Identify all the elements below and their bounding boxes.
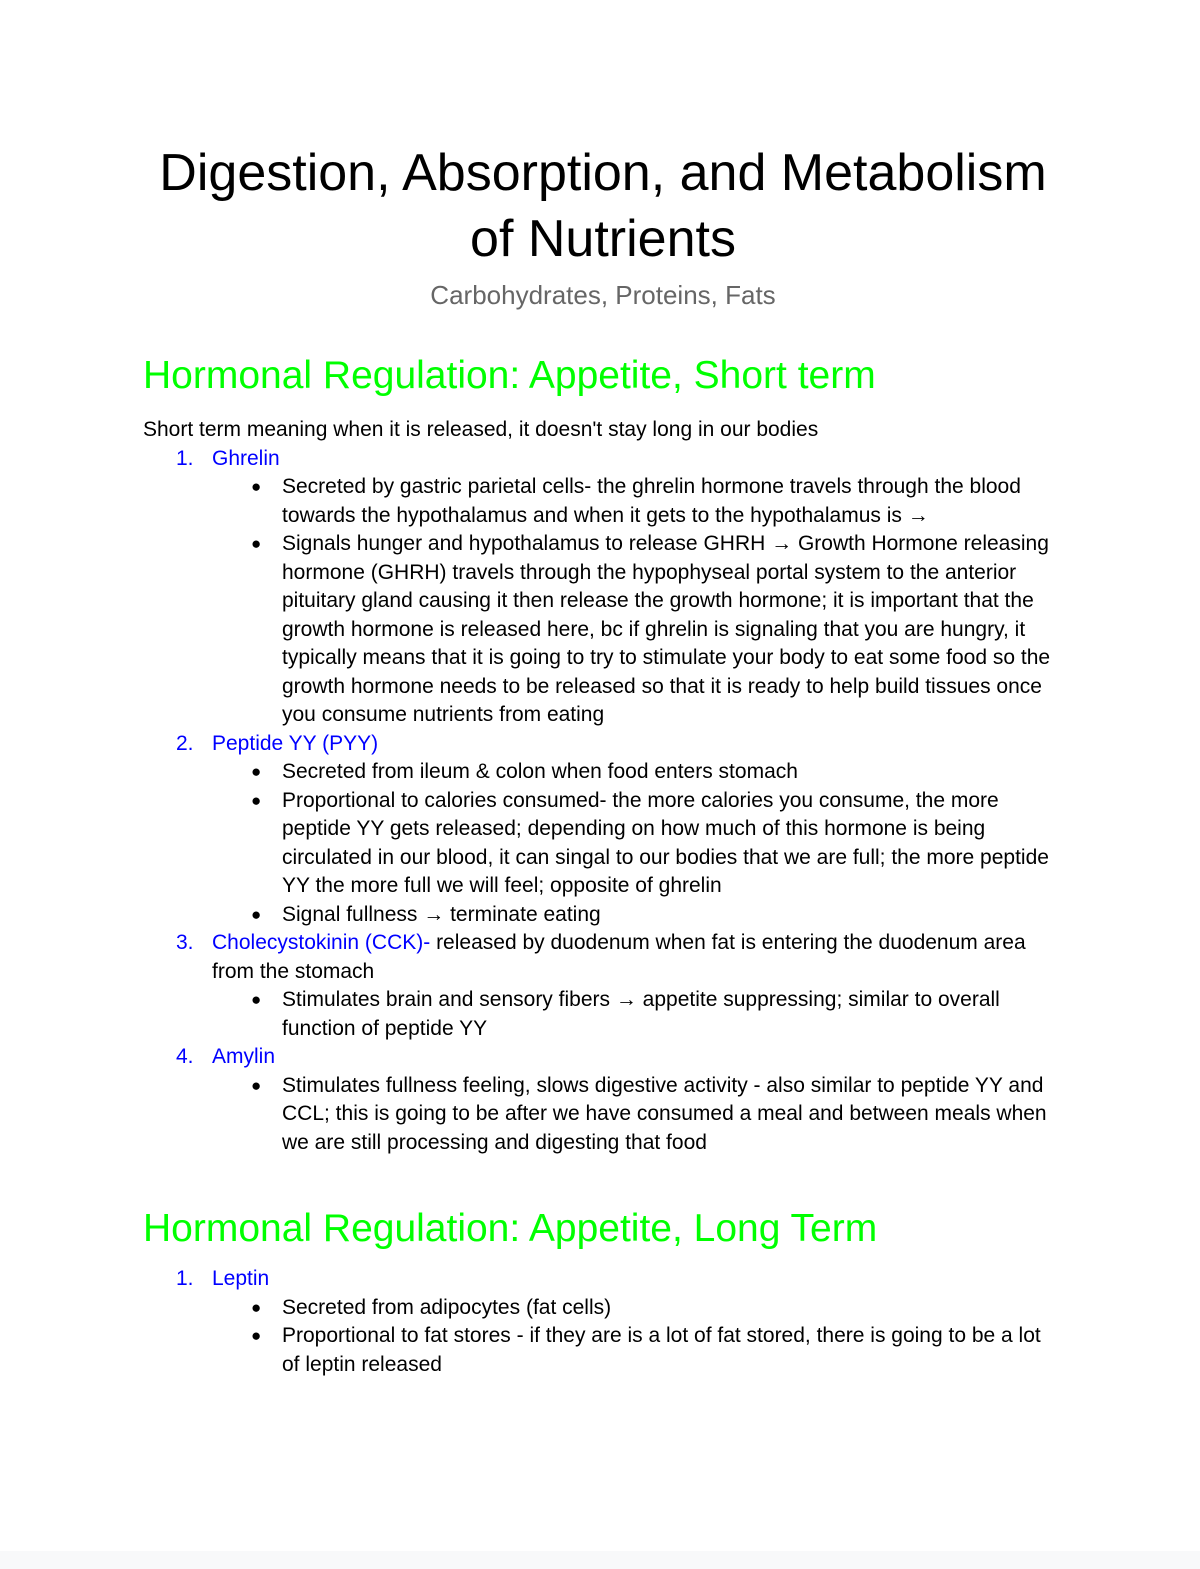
bullet-text: Stimulates fullness feeling, slows digestive activity - also similar to peptide YY and CCL; this is going to be after we have consumed a meal and between meals when we are still processing and digesting that food: [282, 1073, 1047, 1154]
bullet-item: [212, 901, 1063, 930]
page-bottom-edge: [0, 1551, 1200, 1569]
hormone-name: Amylin: [212, 1045, 276, 1068]
section-long-term: [143, 1205, 1063, 1379]
list-number: 1.: [176, 446, 194, 470]
section-short-term: [143, 352, 1063, 1157]
bullet-item: [212, 530, 1063, 730]
bullet-item: [212, 986, 1063, 1043]
hormone-name: Leptin: [212, 1267, 270, 1290]
bullet-text: Secreted from ileum & colon when food enters stomach: [282, 760, 798, 783]
bullet-dot-icon: ●: [251, 762, 262, 781]
bullet-text: Proportional to calories consumed- the more calories you consume, the more peptide YY gets released; depending on how much of this hormone is being circulated in our blood, it can singal to our bodies that we are full; the more peptide YY the more full we will feel; opposite of ghrelin: [282, 788, 1049, 897]
bullet-text: Secreted from adipocytes (fat cells): [282, 1295, 612, 1319]
list-item-amylin: [143, 1043, 1063, 1157]
document-subtitle: Carbohydrates, Proteins, Fats: [430, 280, 776, 310]
section-heading: Hormonal Regulation: Appetite, Short term: [143, 354, 876, 397]
section-intro: Short term meaning when it is released, it doesn't stay long in our bodies: [143, 418, 819, 441]
hormone-name: Cholecystokinin (CCK)-: [212, 931, 431, 954]
hormone-name: Ghrelin: [212, 446, 280, 470]
bullet-item: [212, 787, 1063, 901]
bullet-dot-icon: ●: [251, 790, 262, 810]
document-page: [143, 140, 1063, 1379]
hormone-description: released by duodenum when fat is entering the duodenum area from the stomach: [212, 931, 1026, 983]
bullet-dot-icon: ●: [251, 990, 262, 1009]
section-heading: Hormonal Regulation: Appetite, Long Term: [143, 1207, 878, 1250]
bullet-dot-icon: ●: [251, 534, 262, 553]
hormone-name: Peptide YY (PYY): [212, 731, 379, 755]
bullet-item: [212, 758, 1063, 787]
bullet-dot-icon: ●: [251, 1075, 262, 1095]
bullet-text: Signals hunger and hypothalamus to release GHRH → Growth Hormone releasing hormone (GHRH) travels through the hypophyseal portal system to the anterior pituitary gland causing it then release the growth hormone; it is important that the growth hormone is released here, bc if ghrelin is signaling that you are hungry, it typically means that it is going to try to stimulate your body to eat some food so the growth hormone needs to be released so that it is ready to help build tissues once you consume nutrients from eating: [282, 532, 1051, 726]
bullet-dot-icon: ●: [251, 1297, 262, 1317]
bullet-dot-icon: ●: [251, 477, 262, 496]
list-item-leptin: [143, 1265, 1063, 1379]
bullet-item: [212, 1322, 1063, 1379]
bullet-list: [212, 758, 1063, 929]
bullet-list: [212, 1072, 1063, 1158]
bullet-text: Stimulates brain and sensory fibers → appetite suppressing; similar to overall function of peptide YY: [282, 988, 1000, 1040]
bullet-item: [212, 473, 1063, 530]
list-number: 1.: [176, 1267, 194, 1290]
bullet-item: [212, 1072, 1063, 1158]
list-number: 3.: [176, 931, 194, 954]
hormone-list: [143, 445, 1063, 1158]
document-title: Digestion, Absorption, and Metabolism of Nutrients: [159, 144, 1047, 268]
bullet-dot-icon: ●: [251, 904, 262, 924]
bullet-list: [212, 1294, 1063, 1380]
hormone-list: [143, 1265, 1063, 1379]
bullet-list: [212, 473, 1063, 730]
bullet-list: [212, 986, 1063, 1043]
list-number: 2.: [176, 731, 194, 755]
list-item-ghrelin: [143, 445, 1063, 730]
list-number: 4.: [176, 1045, 194, 1068]
bullet-text: Secreted by gastric parietal cells- the ghrelin hormone travels through the blood towards the hypothalamus and when it gets to the hypothalamus is →: [282, 475, 1021, 527]
list-item-peptide-yy: [143, 730, 1063, 930]
bullet-text: Signal fullness → terminate eating: [282, 902, 601, 926]
list-item-cholecystokinin: [143, 929, 1063, 1043]
bullet-text: Proportional to fat stores - if they are is a lot of fat stored, there is going to be a lot of leptin released: [282, 1324, 1041, 1376]
bullet-item: [212, 1294, 1063, 1323]
bullet-dot-icon: ●: [251, 1326, 262, 1345]
